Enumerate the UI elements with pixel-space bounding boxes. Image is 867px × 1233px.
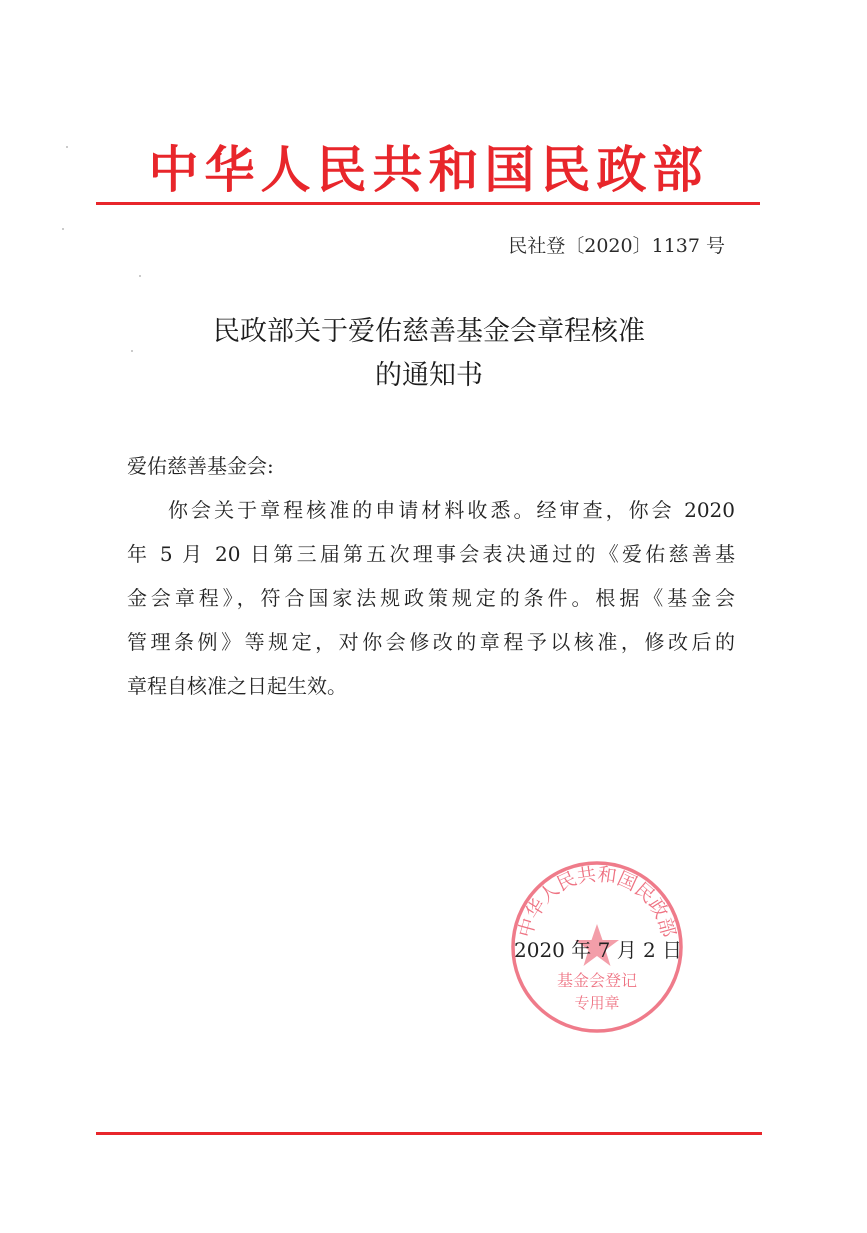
document-number: 民社登〔2020〕1137 号 [508, 235, 725, 257]
salutation: 爱佑慈善基金会: [127, 454, 274, 478]
document-title-line-2: 的通知书 [375, 360, 483, 391]
issue-date: 2020 年 7 月 2 日 [514, 938, 683, 962]
scan-speck [131, 350, 133, 352]
body-line: 年 5 月 20 日第三届第五次理事会表决通过的《爱佑慈善基 [127, 542, 735, 566]
header-red-rule [96, 202, 760, 205]
seal-inner-text-1: 基金会登记 [556, 971, 638, 990]
body-line: 管理条例》等规定，对你会修改的章程予以核准，修改后的 [127, 630, 735, 654]
document-title-line-1: 民政部关于爱佑慈善基金会章程核准 [213, 316, 645, 347]
issuer-header: 中华人民共和国民政部 [148, 141, 709, 199]
seal-outer-text: 中华人民共和国民政部 [514, 863, 680, 940]
body-line: 你会关于章程核准的申请材料收悉。经审查，你会 2020 [168, 498, 735, 522]
scan-speck [62, 228, 64, 230]
body-line: 章程自核准之日起生效。 [127, 674, 347, 698]
body-line: 金会章程》，符合国家法规政策规定的条件。根据《基金会 [127, 586, 735, 610]
scan-speck [139, 275, 141, 277]
scan-speck [66, 146, 68, 148]
seal-inner-text-2: 专用章 [574, 994, 620, 1012]
footer-red-rule [96, 1132, 762, 1135]
